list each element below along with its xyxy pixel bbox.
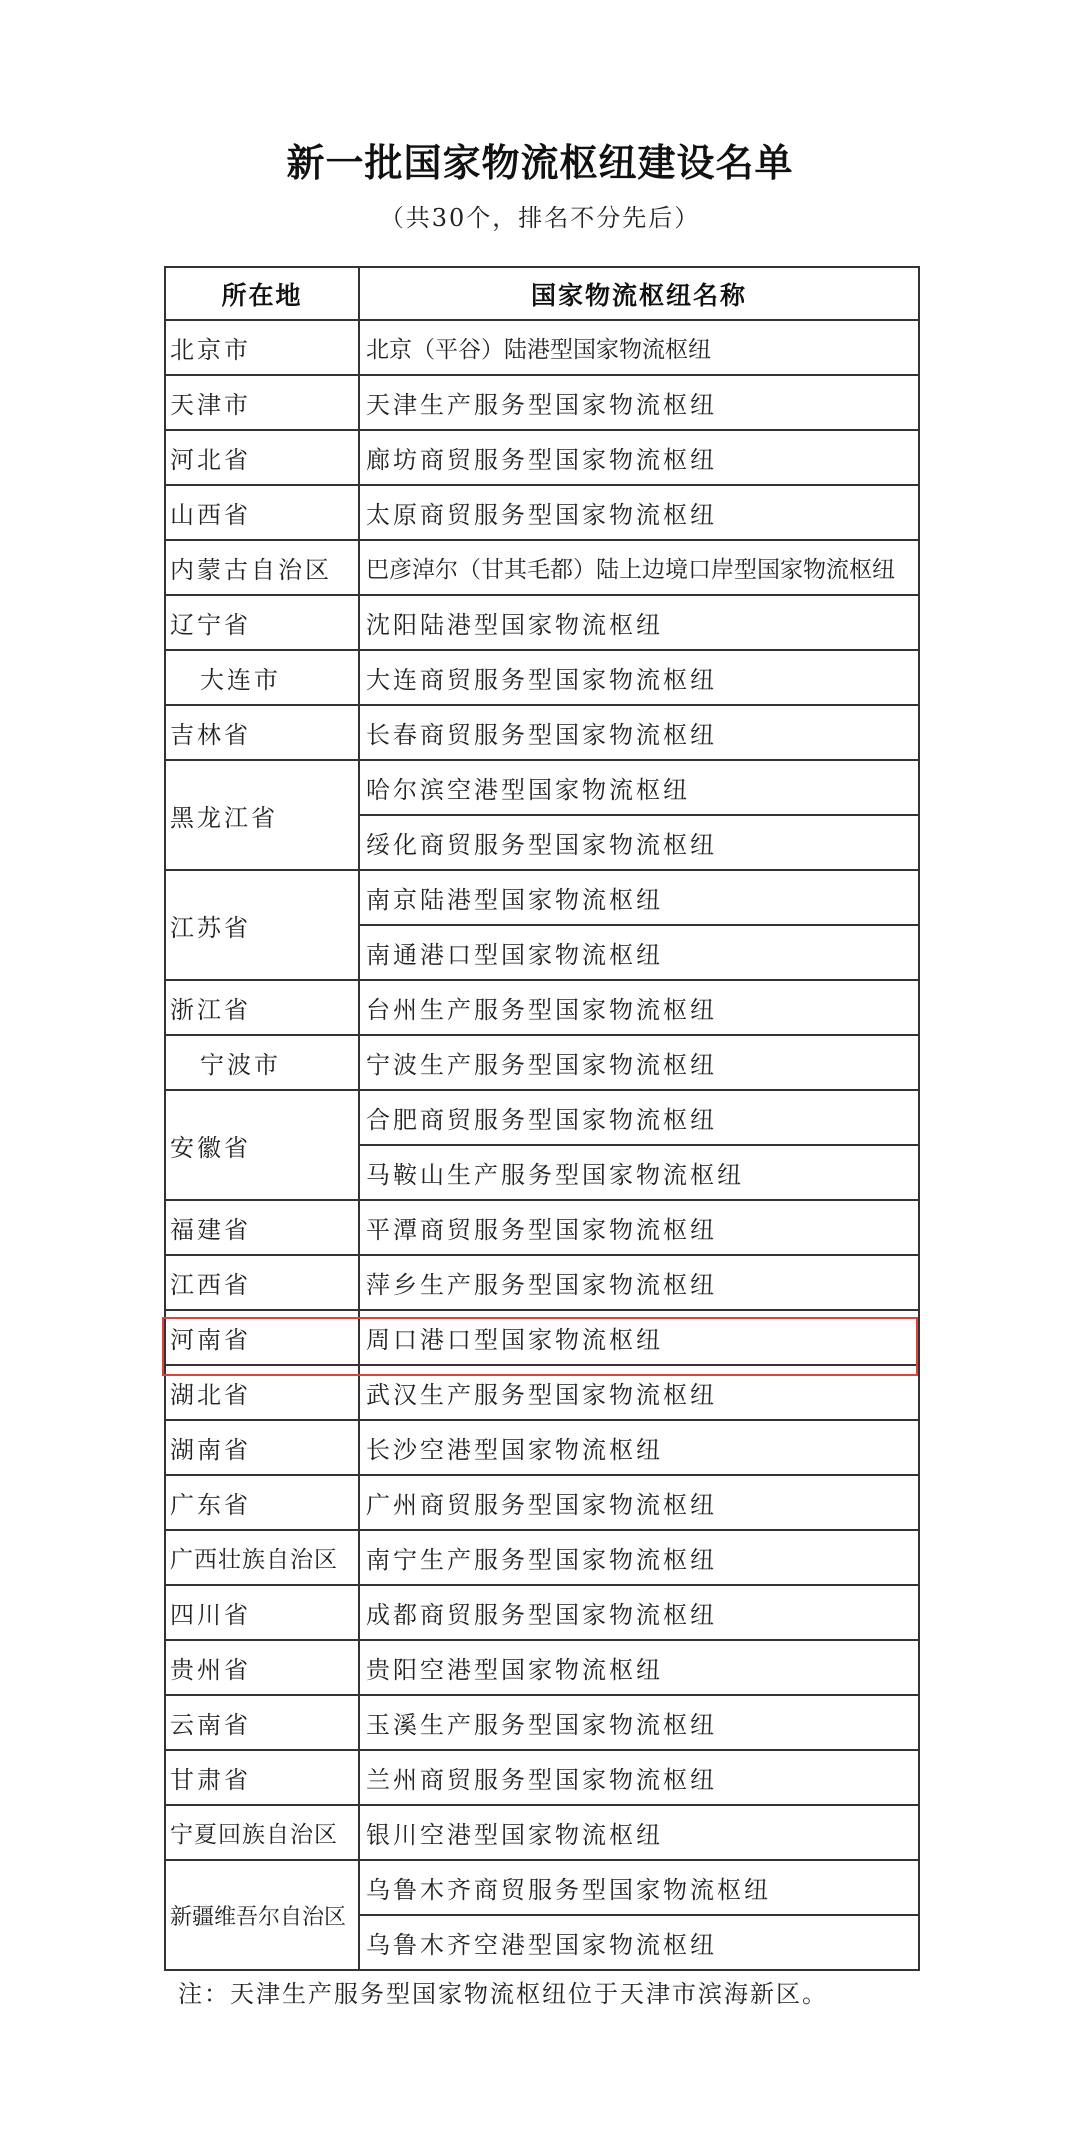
table-row (166, 1256, 920, 1311)
table-row (166, 1751, 920, 1806)
hub-cell: 沈阳陆港型国家物流枢纽 (360, 596, 920, 651)
hub-cell: 南通港口型国家物流枢纽 (360, 926, 920, 981)
location-cell: 山西省 (166, 486, 360, 541)
table-row (166, 1421, 920, 1476)
hub-cell: 马鞍山生产服务型国家物流枢纽 (360, 1146, 920, 1201)
location-cell: 江西省 (166, 1256, 360, 1311)
hub-cell: 长春商贸服务型国家物流枢纽 (360, 706, 920, 761)
header-hub-name: 国家物流枢纽名称 (360, 268, 920, 321)
location-cell: 甘肃省 (166, 1751, 360, 1806)
hub-cell: 萍乡生产服务型国家物流枢纽 (360, 1256, 920, 1311)
table-row (166, 1091, 920, 1201)
hub-cell: 乌鲁木齐商贸服务型国家物流枢纽 (360, 1861, 920, 1916)
location-cell: 吉林省 (166, 706, 360, 761)
location-cell: 新疆维吾尔自治区 (166, 1861, 360, 1971)
hub-cell: 哈尔滨空港型国家物流枢纽 (360, 761, 920, 816)
table-row (166, 1531, 920, 1586)
location-cell: 福建省 (166, 1201, 360, 1256)
location-cell: 湖北省 (166, 1366, 360, 1421)
table-row (166, 596, 920, 651)
table-row (166, 376, 920, 431)
hub-cell: 平潭商贸服务型国家物流枢纽 (360, 1201, 920, 1256)
table-row (166, 761, 920, 871)
table-row (166, 1861, 920, 1971)
location-cell: 大连市 (166, 651, 360, 706)
table-row (166, 1641, 920, 1696)
hub-cell: 大连商贸服务型国家物流枢纽 (360, 651, 920, 706)
location-cell: 湖南省 (166, 1421, 360, 1476)
location-cell: 宁波市 (166, 1036, 360, 1091)
hub-cell: 武汉生产服务型国家物流枢纽 (360, 1366, 920, 1421)
table-row (166, 1036, 920, 1091)
table-row (166, 431, 920, 486)
hub-cell: 绥化商贸服务型国家物流枢纽 (360, 816, 920, 871)
hub-cell: 南京陆港型国家物流枢纽 (360, 871, 920, 926)
location-cell: 天津市 (166, 376, 360, 431)
location-cell: 云南省 (166, 1696, 360, 1751)
hub-cell: 北京（平谷）陆港型国家物流枢纽 (360, 321, 920, 376)
hub-cell: 巴彦淖尔（甘其毛都）陆上边境口岸型国家物流枢纽 (360, 541, 920, 596)
hub-cell: 乌鲁木齐空港型国家物流枢纽 (360, 1916, 920, 1971)
table-row (166, 706, 920, 761)
location-cell: 广东省 (166, 1476, 360, 1531)
table-row (166, 541, 920, 596)
location-cell: 内蒙古自治区 (166, 541, 360, 596)
table-row (166, 1476, 920, 1531)
location-cell: 江苏省 (166, 871, 360, 981)
hub-cell: 合肥商贸服务型国家物流枢纽 (360, 1091, 920, 1146)
table-row (166, 1366, 920, 1421)
table-row (166, 1201, 920, 1256)
hub-cell: 太原商贸服务型国家物流枢纽 (360, 486, 920, 541)
hub-cell: 天津生产服务型国家物流枢纽 (360, 376, 920, 431)
table-header-row (166, 268, 920, 321)
document-subtitle: （共30个，排名不分先后） (379, 204, 701, 232)
hub-cell: 宁波生产服务型国家物流枢纽 (360, 1036, 920, 1091)
location-cell: 贵州省 (166, 1641, 360, 1696)
table-row (166, 1806, 920, 1861)
document-title: 新一批国家物流枢纽建设名单 (286, 140, 794, 185)
table-row (166, 321, 920, 376)
table-row (166, 1696, 920, 1751)
location-cell: 四川省 (166, 1586, 360, 1641)
hub-cell: 银川空港型国家物流枢纽 (360, 1806, 920, 1861)
location-cell: 浙江省 (166, 981, 360, 1036)
hub-cell: 台州生产服务型国家物流枢纽 (360, 981, 920, 1036)
hub-cell: 兰州商贸服务型国家物流枢纽 (360, 1751, 920, 1806)
header-location: 所在地 (166, 268, 360, 321)
table-row-highlighted (166, 1311, 920, 1366)
hub-cell: 周口港口型国家物流枢纽 (360, 1311, 920, 1366)
location-cell: 辽宁省 (166, 596, 360, 651)
hub-cell: 廊坊商贸服务型国家物流枢纽 (360, 431, 920, 486)
hub-cell: 南宁生产服务型国家物流枢纽 (360, 1531, 920, 1586)
hub-cell: 玉溪生产服务型国家物流枢纽 (360, 1696, 920, 1751)
table-row (166, 651, 920, 706)
location-cell: 安徽省 (166, 1091, 360, 1201)
table-row (166, 1586, 920, 1641)
hub-cell: 长沙空港型国家物流枢纽 (360, 1421, 920, 1476)
location-cell: 河北省 (166, 431, 360, 486)
footnote: 注：天津生产服务型国家物流枢纽位于天津市滨海新区。 (178, 1980, 828, 2008)
table-row (166, 871, 920, 981)
location-cell: 广西壮族自治区 (166, 1531, 360, 1586)
table-row (166, 981, 920, 1036)
location-cell: 河南省 (166, 1311, 360, 1366)
hub-list-table (164, 266, 920, 1971)
location-cell: 黑龙江省 (166, 761, 360, 871)
table-row (166, 486, 920, 541)
hub-cell: 广州商贸服务型国家物流枢纽 (360, 1476, 920, 1531)
hub-cell: 贵阳空港型国家物流枢纽 (360, 1641, 920, 1696)
location-cell: 北京市 (166, 321, 360, 376)
location-cell: 宁夏回族自治区 (166, 1806, 360, 1861)
hub-cell: 成都商贸服务型国家物流枢纽 (360, 1586, 920, 1641)
